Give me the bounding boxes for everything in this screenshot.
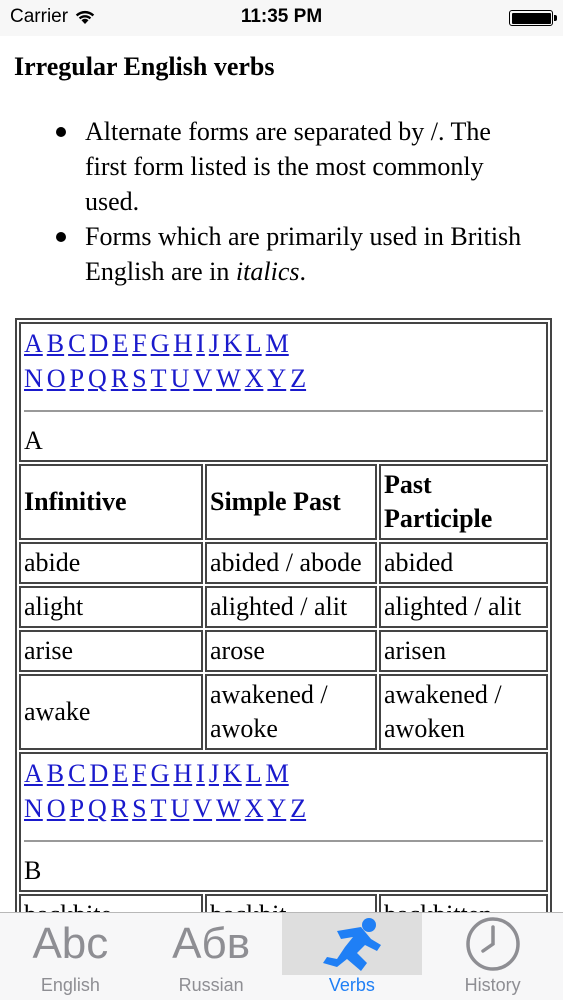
letter-link-c[interactable]: C	[68, 759, 86, 788]
carrier-label: Carrier	[10, 6, 69, 27]
letter-link-g[interactable]: G	[150, 329, 170, 358]
verbs-table	[15, 318, 552, 940]
tab-english[interactable]	[0, 913, 141, 1000]
battery-icon	[509, 10, 553, 26]
letter-link-v[interactable]: V	[193, 364, 213, 393]
table-row	[19, 542, 548, 584]
cell-simple-past: alighted / alit	[205, 586, 377, 628]
letter-link-i[interactable]: I	[196, 759, 205, 788]
letter-nav-b	[19, 752, 548, 892]
tab-russian[interactable]	[141, 913, 282, 1000]
letter-link-l[interactable]: L	[245, 329, 262, 358]
letter-link-c[interactable]: C	[68, 329, 86, 358]
letter-link-n[interactable]: N	[24, 794, 43, 823]
letter-link-s[interactable]: S	[132, 794, 147, 823]
letter-link-l[interactable]: L	[245, 759, 262, 788]
letter-link-k[interactable]: K	[222, 759, 242, 788]
clock-icon	[463, 915, 523, 973]
letter-link-t[interactable]: T	[150, 364, 167, 393]
letter-link-z[interactable]: Z	[290, 364, 307, 393]
table-row	[19, 674, 548, 750]
table-row	[19, 586, 548, 628]
letter-link-b[interactable]: B	[46, 759, 65, 788]
cell-infinitive: alight	[19, 586, 203, 628]
letter-link-o[interactable]: O	[46, 794, 66, 823]
letter-link-x[interactable]: X	[244, 794, 264, 823]
letter-link-a[interactable]: A	[24, 329, 43, 358]
letter-link-n[interactable]: N	[24, 364, 43, 393]
note-item: Alternate forms are separated by /. The first form listed is the most commonly used.	[52, 114, 532, 219]
header-simple-past: Simple Past	[205, 464, 377, 540]
letter-link-g[interactable]: G	[150, 759, 170, 788]
letter-link-y[interactable]: Y	[267, 794, 287, 823]
letter-link-x[interactable]: X	[244, 364, 264, 393]
letter-link-h[interactable]: H	[173, 329, 193, 358]
letter-nav-a	[19, 322, 548, 462]
letter-link-h[interactable]: H	[173, 759, 193, 788]
section-letter: B	[24, 856, 42, 885]
letter-link-q[interactable]: Q	[88, 794, 107, 823]
letter-link-i[interactable]: I	[196, 329, 205, 358]
letter-link-b[interactable]: B	[46, 329, 65, 358]
letter-link-u[interactable]: U	[170, 794, 190, 823]
letter-link-a[interactable]: A	[24, 759, 43, 788]
letter-link-w[interactable]: W	[216, 364, 241, 393]
letter-link-p[interactable]: P	[69, 364, 85, 393]
web-content[interactable]	[0, 36, 563, 912]
tab-label: History	[464, 975, 521, 995]
letter-link-d[interactable]: D	[89, 329, 109, 358]
letter-link-o[interactable]: O	[46, 364, 66, 393]
letter-link-w[interactable]: W	[216, 794, 241, 823]
cell-infinitive: arise	[19, 630, 203, 672]
cell-past-participle: arisen	[379, 630, 548, 672]
cell-infinitive: abide	[19, 542, 203, 584]
letter-link-v[interactable]: V	[193, 794, 213, 823]
cell-past-participle: awakened / awoken	[379, 674, 548, 750]
cell-simple-past: arose	[205, 630, 377, 672]
cell-past-participle: alighted / alit	[379, 586, 548, 628]
tab-history[interactable]	[422, 913, 563, 1000]
letter-link-k[interactable]: K	[222, 329, 242, 358]
tab-label: Verbs	[328, 975, 375, 995]
table-header-row	[19, 464, 548, 540]
letter-nav-row	[24, 361, 543, 396]
abc-icon: Abc	[32, 919, 109, 968]
header-infinitive: Infinitive	[19, 464, 203, 540]
letter-link-r[interactable]: R	[110, 794, 129, 823]
letter-link-j[interactable]: J	[208, 759, 219, 788]
letter-nav-row	[24, 791, 543, 826]
letter-link-t[interactable]: T	[150, 794, 167, 823]
letter-link-m[interactable]: M	[265, 759, 289, 788]
cyrillic-icon: Абв	[172, 919, 251, 968]
letter-nav-row	[24, 326, 543, 361]
tab-label: Russian	[178, 975, 244, 995]
letter-link-y[interactable]: Y	[267, 364, 287, 393]
status-time: 11:35 PM	[240, 6, 323, 27]
notes-list	[52, 114, 532, 289]
letter-link-e[interactable]: E	[112, 759, 129, 788]
letter-nav-row	[24, 756, 543, 791]
tab-verbs[interactable]	[282, 913, 423, 1000]
letter-link-d[interactable]: D	[89, 759, 109, 788]
tab-bar	[0, 912, 563, 1000]
status-bar	[0, 0, 563, 36]
cell-past-participle: abided	[379, 542, 548, 584]
letter-link-q[interactable]: Q	[88, 364, 107, 393]
cell-infinitive: awake	[19, 674, 203, 750]
letter-link-r[interactable]: R	[110, 364, 129, 393]
letter-link-j[interactable]: J	[208, 329, 219, 358]
page-title: Irregular English verbs	[14, 52, 275, 81]
letter-link-e[interactable]: E	[112, 329, 129, 358]
letter-link-s[interactable]: S	[132, 364, 147, 393]
running-man-icon	[317, 915, 387, 973]
letter-link-z[interactable]: Z	[290, 794, 307, 823]
letter-link-f[interactable]: F	[132, 759, 147, 788]
tab-label: English	[40, 975, 100, 995]
letter-link-f[interactable]: F	[132, 329, 147, 358]
cell-simple-past: awakened / awoke	[205, 674, 377, 750]
letter-link-p[interactable]: P	[69, 794, 85, 823]
note-item: Forms which are primarily used in British English are in italics.	[52, 219, 532, 289]
section-letter: A	[24, 426, 43, 455]
letter-link-u[interactable]: U	[170, 364, 190, 393]
table-row	[19, 630, 548, 672]
italics-word: italics	[235, 257, 300, 286]
letter-link-m[interactable]: M	[265, 329, 289, 358]
header-past-participle: Past Participle	[379, 464, 548, 540]
cell-simple-past: abided / abode	[205, 542, 377, 584]
